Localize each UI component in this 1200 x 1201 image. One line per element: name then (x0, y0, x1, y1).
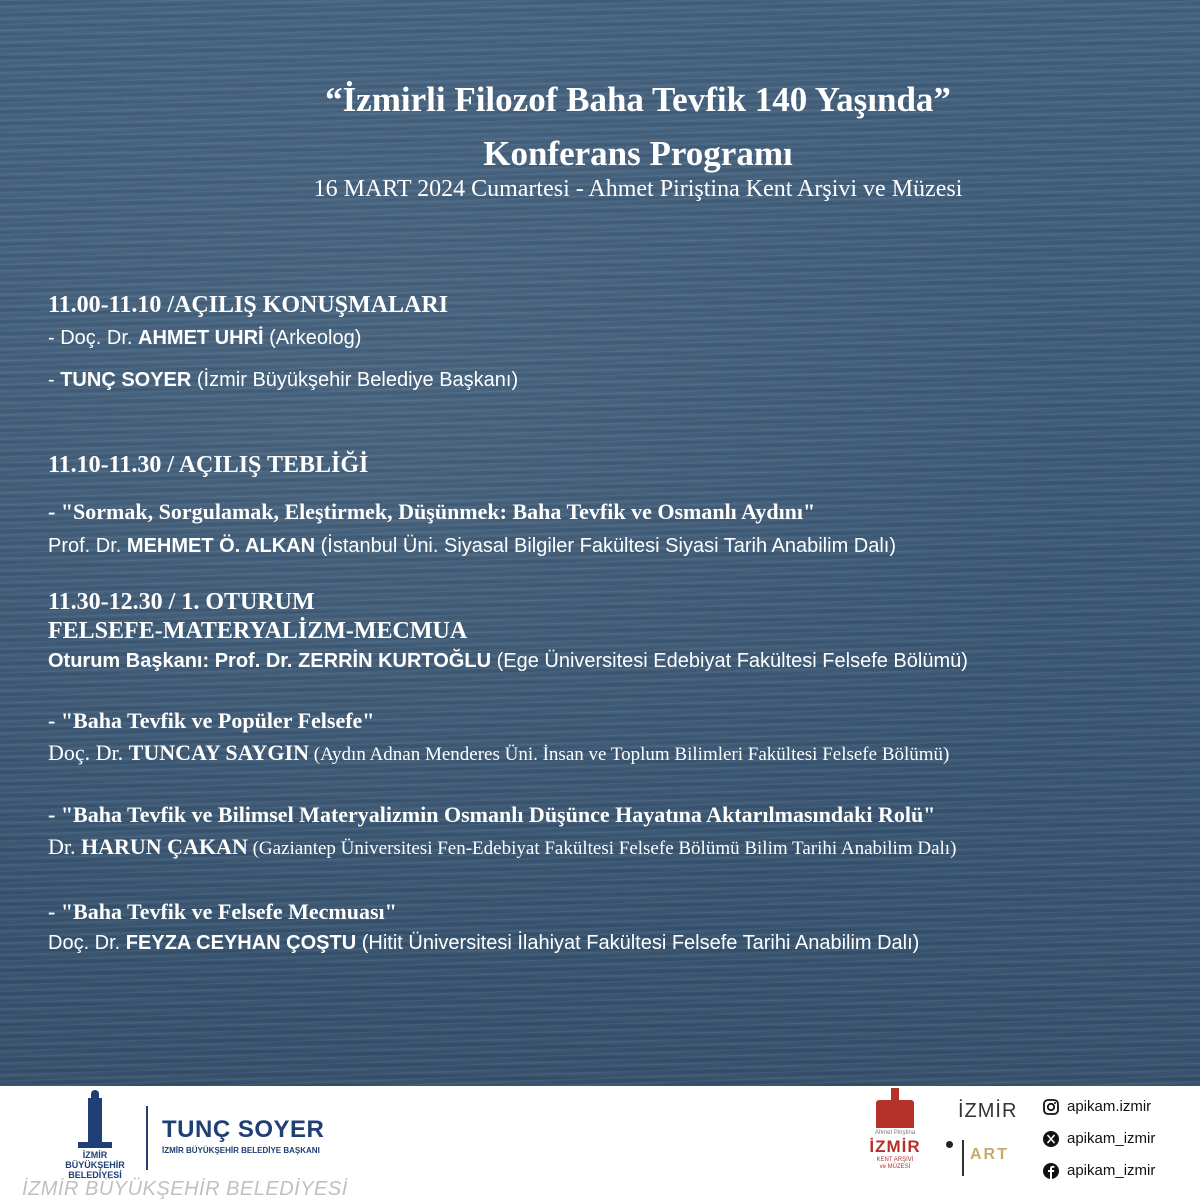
clock-tower-base (78, 1142, 112, 1148)
speaker-prefix: Dr. (48, 834, 81, 859)
izmir-art-logo (958, 1100, 1028, 1163)
separator-dot (946, 1141, 953, 1148)
section-session-header: 11.30-12.30 / 1. OTURUM (48, 589, 315, 615)
speaker-affiliation: (Gaziantep Üniversitesi Fen-Edebiyat Fakültesi Felsefe Bölümü Bilim Tarihi Anabilim Dalı) (247, 838, 957, 859)
speaker-affiliation: (Hitit Üniversitesi İlahiyat Fakültesi Felsefe Tarihi Anabilim Dalı) (356, 932, 920, 954)
session-theme: FELSEFE-MATERYALİZM-MECMUA (48, 618, 468, 644)
facebook-icon (1043, 1163, 1059, 1179)
chair-name: ZERRİN KURTOĞLU (298, 650, 492, 672)
speaker-name: TUNÇ SOYER (60, 369, 192, 391)
speaker-line (48, 327, 361, 350)
speaker-affiliation: (Aydın Adnan Menderes Üni. İnsan ve Toplum Bilimleri Fakültesi Felsefe Bölümü) (309, 744, 950, 765)
apikam-line1: KENT ARŞİVİ (876, 1157, 914, 1163)
facebook-handle[interactable]: apikam_izmir (1067, 1162, 1156, 1179)
speaker-affiliation: (İstanbul Üni. Siyasal Bilgiler Fakültesi Siyasi Tarih Anabilim Dalı) (315, 535, 897, 557)
talk-title: - "Baha Tevfik ve Felsefe Mecmuası" (48, 899, 397, 924)
ibb-logo-line1: İZMİR (82, 1150, 108, 1160)
instagram-handle[interactable]: apikam.izmir (1067, 1098, 1152, 1115)
ibb-logo-line2: BÜYÜKŞEHİR (65, 1160, 125, 1170)
talk-title: - "Sormak, Sorgulamak, Eleştirmek, Düşünmek: Baha Tevfik ve Osmanlı Aydını" (48, 499, 816, 524)
clock-tower-icon (88, 1098, 102, 1146)
event-title: “İzmirli Filozof Baha Tevfik 140 Yaşında” (325, 80, 951, 119)
talk-title: - "Baha Tevfik ve Bilimsel Materyalizmin Osmanlı Düşünce Hayatına Aktarılmasındaki Rolü" (48, 802, 936, 827)
speaker-name: AHMET UHRİ (138, 327, 264, 349)
event-date-venue: 16 MART 2024 Cumartesi - Ahmet Piriştina Kent Arşivi ve Müzesi (313, 176, 963, 202)
footer-bar (0, 1086, 1200, 1200)
speaker-prefix: Doç. Dr. (48, 932, 126, 954)
izmir-art-bottom: ART (970, 1146, 1009, 1163)
speaker-prefix: Prof. Dr. (48, 535, 127, 557)
speaker-line (48, 369, 518, 392)
chair-affiliation: (Ege Üniversitesi Edebiyat Fakültesi Felsefe Bölümü) (491, 650, 968, 672)
session-chair-line (48, 650, 968, 673)
logo-divider (146, 1106, 148, 1170)
speaker-affiliation: (İzmir Büyükşehir Belediye Başkanı) (191, 369, 519, 391)
speaker-line (48, 834, 956, 860)
instagram-icon (1043, 1099, 1059, 1115)
apikam-line2: ve MÜZESİ (879, 1164, 911, 1170)
speaker-name: HARUN ÇAKAN (81, 834, 248, 859)
speaker-line (48, 740, 949, 766)
apikam-small-text: Ahmet Piriştina (874, 1130, 916, 1136)
izmir-art-top: İZMİR (958, 1100, 1018, 1122)
ibb-logo (50, 1098, 140, 1178)
municipality-caption: İZMİR BÜYÜKŞEHİR BELEDİYESİ (22, 1178, 348, 1200)
mayor-role: İZMİR BÜYÜKŞEHİR BELEDİYE BAŞKANI (162, 1146, 320, 1155)
apikam-city: İZMİR (869, 1137, 921, 1156)
speaker-prefix: - Doç. Dr. (48, 327, 139, 349)
mayor-logo (162, 1116, 324, 1155)
speaker-name: TUNCAY SAYGIN (128, 740, 309, 765)
speaker-line (48, 932, 919, 955)
speaker-line (48, 535, 896, 558)
talk-title: - "Baha Tevfik ve Popüler Felsefe" (48, 708, 375, 733)
speaker-prefix: - (48, 369, 61, 391)
speaker-affiliation: (Arkeolog) (263, 327, 362, 349)
speaker-name: FEYZA CEYHAN ÇOŞTU (125, 932, 357, 954)
x-handle[interactable]: apikam_izmir (1067, 1130, 1156, 1147)
event-subtitle: Konferans Programı (483, 134, 793, 173)
section-opening-paper-header: 11.10-11.30 / AÇILIŞ TEBLİĞİ (48, 452, 369, 478)
x-icon (1043, 1131, 1059, 1147)
chair-label: Oturum Başkanı: Prof. Dr. (48, 650, 299, 672)
izmir-art-bar (962, 1140, 964, 1176)
ibb-logo-line3: BELEDİYESİ (68, 1170, 122, 1180)
speaker-name: MEHMET Ö. ALKAN (126, 535, 316, 557)
speaker-prefix: Doç. Dr. (48, 740, 129, 765)
building-icon (876, 1100, 914, 1128)
section-opening-speeches-header: 11.00-11.10 /AÇILIŞ KONUŞMALARI (48, 292, 449, 318)
mayor-name: TUNÇ SOYER (162, 1116, 325, 1143)
